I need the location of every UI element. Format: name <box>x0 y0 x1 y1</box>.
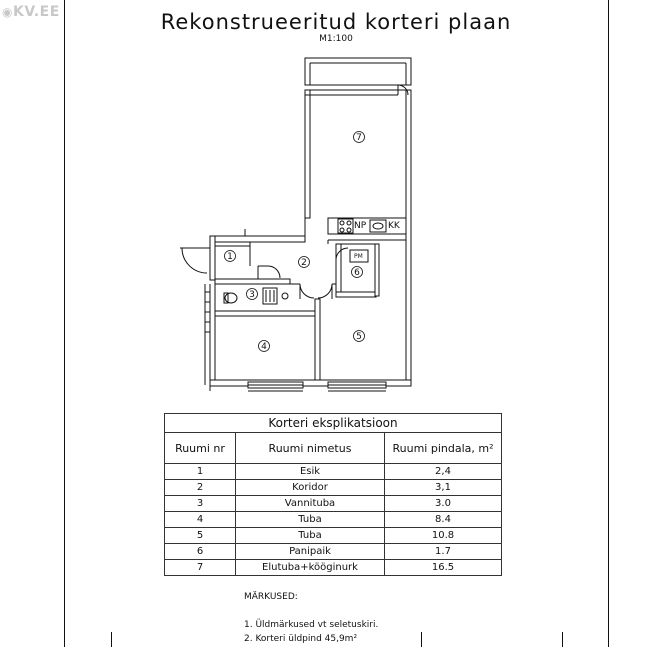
notes-heading: MÄRKUSED: <box>244 592 298 602</box>
toilet <box>225 293 237 303</box>
table-row <box>165 528 502 544</box>
room-1-number: 1 <box>227 252 233 262</box>
kitchen-label-kk: KK <box>388 221 400 231</box>
balcony <box>305 58 411 85</box>
column-header-area: Ruumi pindala, m² <box>385 433 502 464</box>
table-row <box>165 512 502 528</box>
table-row <box>165 560 502 576</box>
table-row <box>165 544 502 560</box>
cell-name: Koridor <box>236 480 385 496</box>
cell-name: Tuba <box>236 512 385 528</box>
entrance-door-swing <box>182 248 207 273</box>
table-row <box>165 496 502 512</box>
cell-name: Esik <box>236 464 385 480</box>
cell-nr: 1 <box>165 464 236 480</box>
cell-nr: 5 <box>165 528 236 544</box>
cell-area: 1.7 <box>385 544 502 560</box>
kitchen-label-np: NP <box>354 221 367 231</box>
wall-hall-top <box>210 236 305 242</box>
table-row <box>165 464 502 480</box>
notes-section <box>244 590 378 646</box>
watermark-logo: ◉KV.EE <box>2 4 60 20</box>
cell-area: 3,1 <box>385 480 502 496</box>
plan-title: Rekonstrueeritud korteri plaan <box>160 10 512 34</box>
wall-living-right <box>406 90 411 380</box>
door-room5-swing <box>318 284 332 298</box>
column-header-name: Ruumi nimetus <box>236 433 385 464</box>
note-item: 1. Üldmärkused vt seletuskiri. <box>244 620 379 630</box>
cell-area: 2,4 <box>385 464 502 480</box>
wall-living-left <box>305 90 310 218</box>
room-7-number: 7 <box>356 133 362 143</box>
room-3-number: 3 <box>249 290 255 300</box>
cell-area: 3.0 <box>385 496 502 512</box>
plan-scale: M1:100 <box>319 34 353 44</box>
note-item: 2. Korteri üldpind 45,9m² <box>244 634 358 644</box>
table-row <box>165 480 502 496</box>
cell-name: Elutuba+kööginurk <box>236 560 385 576</box>
cell-nr: 6 <box>165 544 236 560</box>
cell-name: Panipaik <box>236 544 385 560</box>
wall-bathroom <box>215 279 290 284</box>
explication-table <box>164 413 502 576</box>
room-2-number: 2 <box>301 258 307 268</box>
table-title: Korteri eksplikatsioon <box>165 414 502 433</box>
washer <box>282 293 288 299</box>
pantry-label: PM <box>354 253 363 260</box>
cell-nr: 4 <box>165 512 236 528</box>
room-5-number: 5 <box>356 332 362 342</box>
cell-nr: 2 <box>165 480 236 496</box>
cell-name: Vannituba <box>236 496 385 512</box>
cell-name: Tuba <box>236 528 385 544</box>
column-header-nr: Ruumi nr <box>165 433 236 464</box>
cell-nr: 3 <box>165 496 236 512</box>
wall-room4-room5 <box>315 299 320 380</box>
room-4-number: 4 <box>261 342 267 352</box>
door-room4-swing <box>300 284 314 298</box>
cell-area: 16.5 <box>385 560 502 576</box>
cell-nr: 7 <box>165 560 236 576</box>
room-6-number: 6 <box>354 268 360 278</box>
cell-area: 8.4 <box>385 512 502 528</box>
map-pin-icon: ◉ <box>2 5 13 19</box>
bathroom-door-swing <box>268 266 280 278</box>
wall-pantry <box>336 244 341 296</box>
cell-area: 10.8 <box>385 528 502 544</box>
